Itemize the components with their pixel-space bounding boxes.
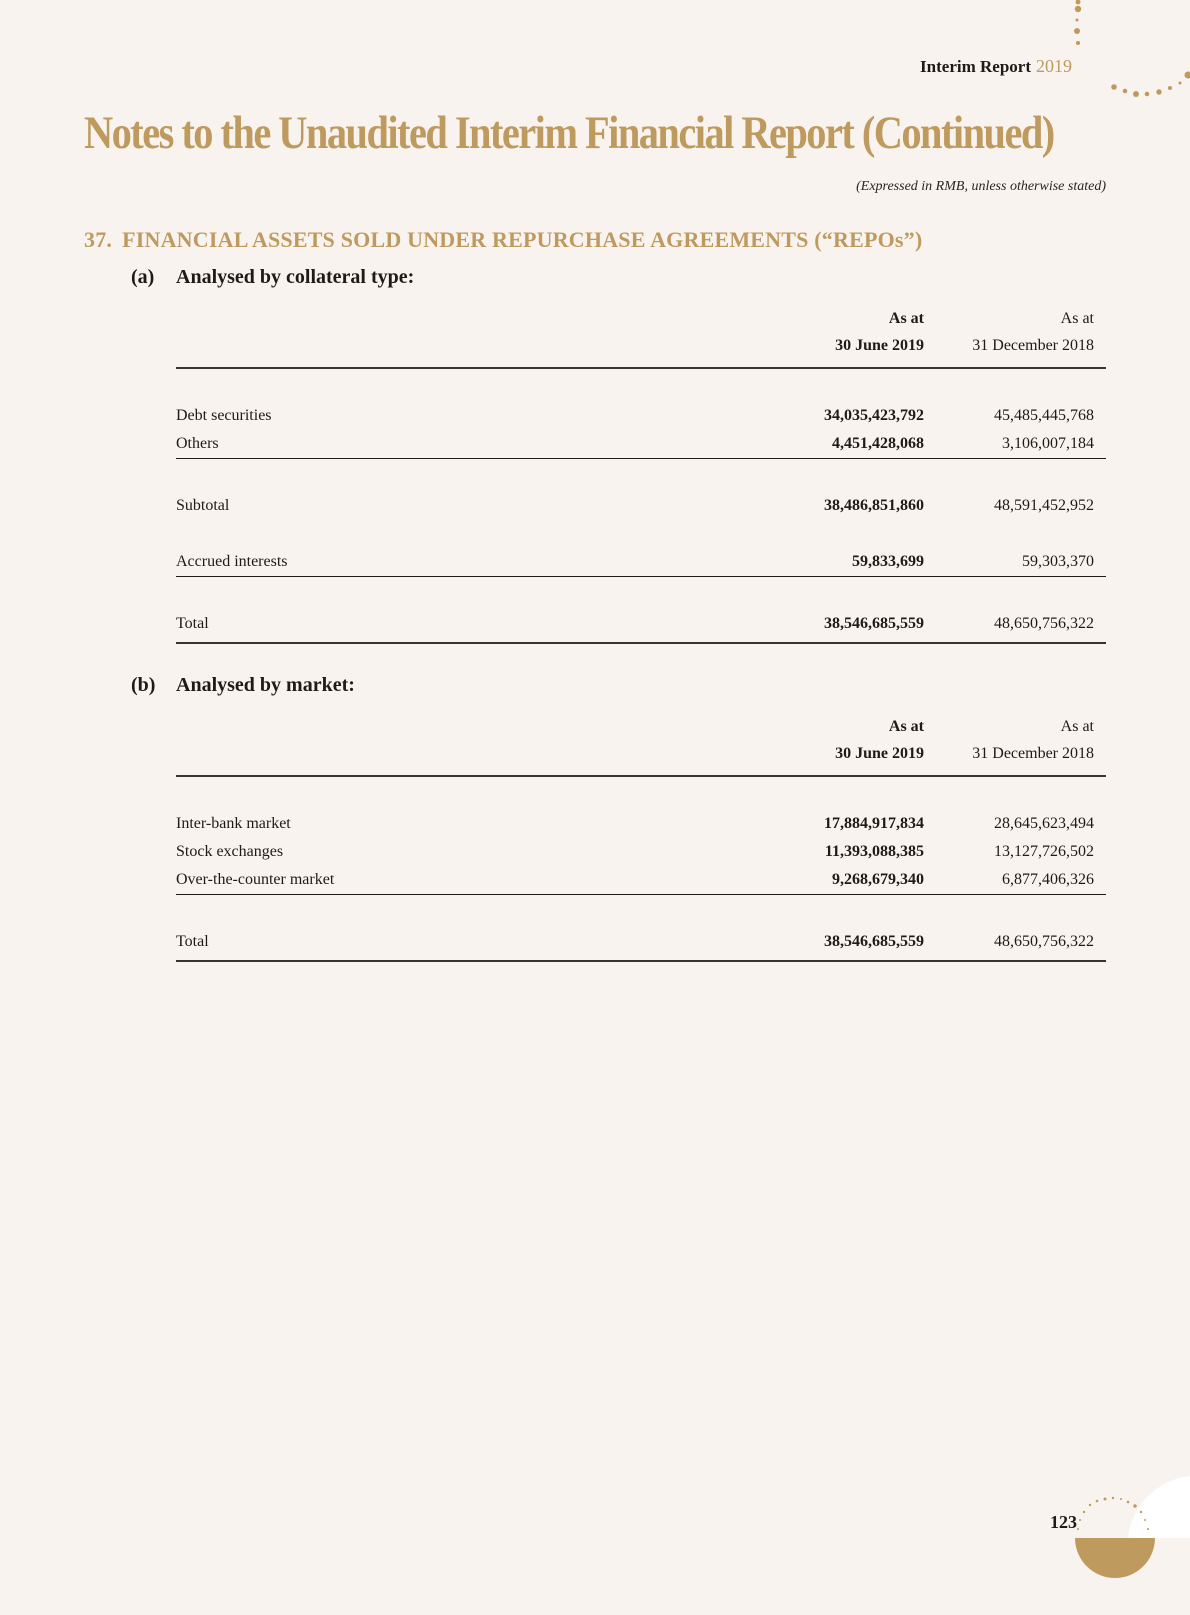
value-jun2019: 4,451,428,068 [832, 435, 924, 452]
row-label: Inter-bank market [176, 815, 291, 832]
dotted-arc-decoration-icon [0, 0, 1190, 110]
column-header-line2: 31 December 2018 [972, 337, 1094, 354]
row-label: Others [176, 435, 219, 452]
bottom-rule [176, 960, 1106, 962]
collateral-type-table [176, 305, 1106, 645]
section-number: 37. [84, 227, 113, 252]
row-label: Accrued interests [176, 553, 288, 570]
total-rule [176, 894, 1106, 895]
column-header-line2: 30 June 2019 [835, 337, 924, 354]
page-title: Notes to the Unaudited Interim Financial Report (Continued) [84, 107, 1054, 159]
row-label: Subtotal [176, 497, 230, 514]
value-dec2018: 48,650,756,322 [994, 933, 1094, 950]
page-number: 123 [1050, 1512, 1077, 1532]
table-row-total [176, 610, 1106, 638]
value-dec2018: 48,650,756,322 [994, 615, 1094, 632]
market-table [176, 713, 1106, 963]
report-header [920, 56, 1072, 77]
header-rule [176, 775, 1106, 777]
table-row [176, 810, 1106, 838]
table-row-subtotal [176, 492, 1106, 520]
column-header-dec2018 [972, 713, 1094, 767]
row-label: Total [176, 933, 209, 950]
report-year: 2019 [1036, 56, 1072, 76]
column-header-line1: As at [888, 310, 924, 327]
column-header-line2: 31 December 2018 [972, 745, 1094, 762]
header-rule [176, 367, 1106, 369]
column-header-dec2018 [972, 305, 1094, 359]
currency-note: (Expressed in RMB, unless otherwise stated) [856, 179, 1106, 194]
section-heading [84, 227, 922, 253]
subsection-letter: (b) [131, 674, 156, 696]
value-jun2019: 9,268,679,340 [832, 871, 924, 888]
value-jun2019: 38,546,685,559 [824, 933, 924, 950]
subtotal-rule [176, 458, 1106, 459]
value-dec2018: 3,106,007,184 [1002, 435, 1094, 452]
table-row [176, 430, 1106, 458]
section-title: FINANCIAL ASSETS SOLD UNDER REPURCHASE AGREEMENTS (“REPOs”) [122, 227, 923, 252]
table-row [176, 402, 1106, 430]
column-header-line2: 30 June 2019 [835, 745, 924, 762]
value-jun2019: 59,833,699 [852, 553, 924, 570]
table-row [176, 838, 1106, 866]
bottom-rule [176, 642, 1106, 644]
table-row [176, 548, 1106, 576]
column-header-jun2019 [835, 305, 924, 359]
value-jun2019: 17,884,917,834 [824, 815, 924, 832]
subsection-b-heading [131, 674, 355, 697]
column-header-line1: As at [1060, 310, 1094, 327]
value-dec2018: 6,877,406,326 [1002, 871, 1094, 888]
subsection-title: Analysed by market: [176, 674, 355, 696]
column-header-line1: As at [1060, 718, 1094, 735]
column-header-jun2019 [835, 713, 924, 767]
row-label: Over-the-counter market [176, 871, 335, 888]
total-rule [176, 576, 1106, 577]
report-label: Interim Report [920, 57, 1031, 76]
row-label: Debt securities [176, 407, 272, 424]
value-jun2019: 38,486,851,860 [824, 497, 924, 514]
value-dec2018: 59,303,370 [1022, 553, 1094, 570]
value-dec2018: 48,591,452,952 [994, 497, 1094, 514]
row-label: Stock exchanges [176, 843, 284, 860]
value-jun2019: 34,035,423,792 [824, 407, 924, 424]
column-header-line1: As at [888, 718, 924, 735]
value-dec2018: 45,485,445,768 [994, 407, 1094, 424]
table-row-total [176, 928, 1106, 956]
subsection-a-heading [131, 266, 414, 289]
value-dec2018: 13,127,726,502 [994, 843, 1094, 860]
value-jun2019: 38,546,685,559 [824, 615, 924, 632]
value-jun2019: 11,393,088,385 [824, 843, 924, 860]
value-dec2018: 28,645,623,494 [994, 815, 1094, 832]
row-label: Total [176, 615, 209, 632]
subsection-title: Analysed by collateral type: [176, 266, 415, 288]
subsection-letter: (a) [131, 266, 155, 288]
table-row [176, 866, 1106, 894]
half-circle-decoration-icon [1060, 1460, 1190, 1615]
